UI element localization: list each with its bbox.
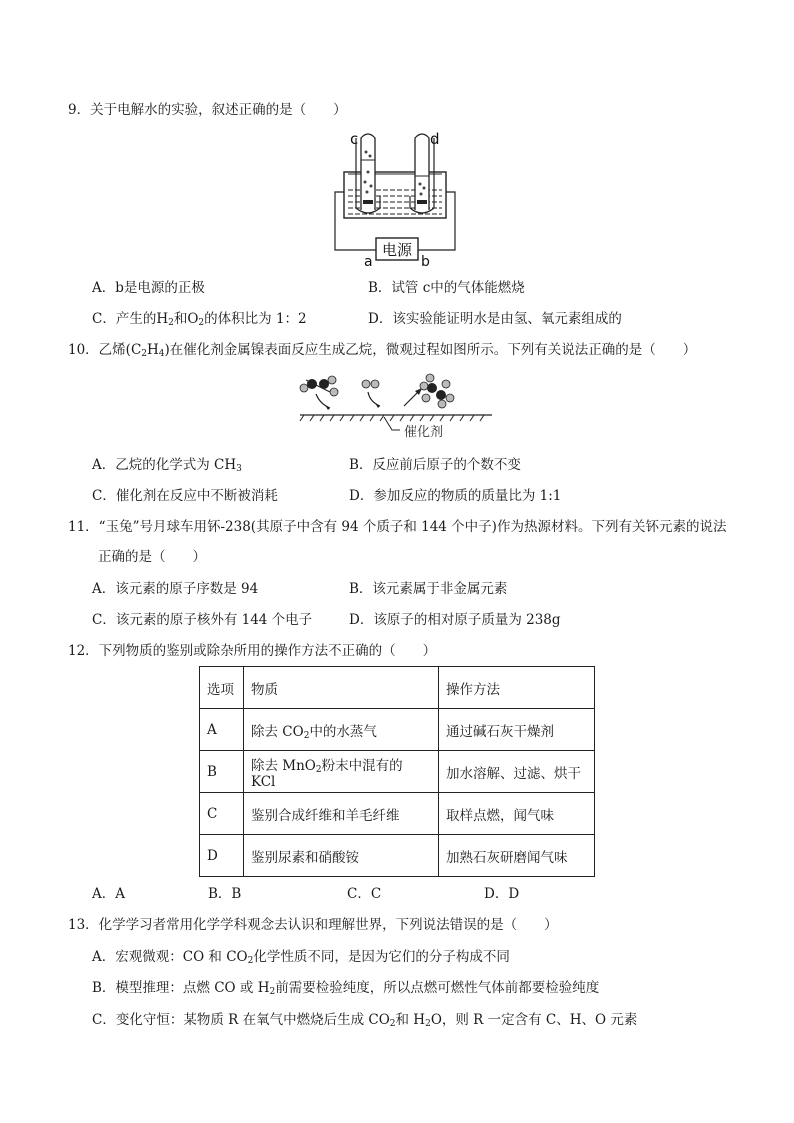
q13-stem: 13．化学学习者常用化学学科观念去认识和理解世界，下列说法错误的是（ ）	[68, 917, 558, 933]
q13-option-c-post: O，则 R 一定含有 C、H、O 元素	[430, 1012, 638, 1028]
table-header-cell: 选项	[200, 667, 244, 709]
q9-power-label: 电源	[381, 241, 413, 259]
q9-option-d: D．该实验能证明水是由氢、氧元素组成的	[368, 311, 622, 327]
table-cell-method: 加熟石灰研磨闻气味	[439, 835, 595, 877]
table-cell-substance	[244, 793, 439, 835]
q9-label-c: c	[350, 130, 359, 148]
q9-electrolysis-figure	[330, 126, 460, 266]
cell-text: 中的水蒸气	[309, 723, 377, 740]
table-row	[200, 793, 595, 835]
table-row	[200, 751, 595, 793]
q10-option-d: D．参加反应的物质的质量比为 1:1	[349, 488, 562, 504]
q13-option-b-post: 前需要检验纯度，所以点燃可燃性气体前都要检验纯度	[275, 980, 600, 996]
q12-option-c: C．C	[347, 886, 382, 902]
q13-option-a-pre: A．宏观微观：CO 和 CO	[92, 949, 248, 965]
q11-option-c: C．该元素的原子核外有 144 个电子	[92, 612, 313, 628]
q13-option-b-sub: 2	[269, 987, 276, 997]
q9-option-c-pre: C．产生的H	[92, 311, 169, 327]
q9-option-c	[92, 310, 307, 328]
table-cell-method: 取样点燃，闻气味	[439, 793, 595, 835]
q9-option-c-sub2: 2	[198, 318, 205, 328]
q11-stem-line2: 正确的是（ ）	[98, 549, 206, 565]
q12-table	[199, 666, 595, 877]
table-header-row	[200, 667, 595, 709]
q9-option-c-post: 的体积比为 1：2	[204, 311, 307, 327]
q13-option-a-sub: 2	[247, 956, 254, 966]
ethane-molecule	[420, 374, 454, 408]
q10-option-a-sub: 3	[236, 464, 242, 474]
q9-label-b: b	[421, 254, 430, 266]
q11-option-b: B．该元素属于非金属元素	[349, 581, 508, 597]
q9-label-d: d	[430, 130, 440, 148]
table-cell-option: D	[200, 835, 244, 877]
hydrogen-molecule	[362, 380, 379, 388]
q10-catalyst-label: 催化剂	[404, 425, 444, 440]
q10-stem	[68, 341, 696, 359]
q9-option-c-sub1: 2	[168, 318, 174, 328]
q11-option-a: A．该元素的原子序数是 94	[92, 581, 259, 597]
table-cell-substance	[244, 751, 439, 793]
q10-option-c: C．催化剂在反应中不断被消耗	[92, 488, 278, 504]
q9-label-a: a	[364, 254, 373, 266]
q9-option-c-mid: 和O	[173, 311, 199, 327]
q12-option-d: D．D	[484, 886, 520, 902]
q10-stem-post: )在催化剂金属镍表面反应生成乙烷，微观过程如图所示。下列有关说法正确的是（ ）	[164, 342, 697, 358]
table-cell-method: 加水溶解、过滤、烘干	[439, 751, 595, 793]
q10-option-b: B．反应前后原子的个数不变	[349, 457, 521, 473]
q13-option-c	[92, 1011, 637, 1029]
q10-catalyst-figure	[296, 370, 496, 445]
q12-option-a: A．A	[92, 886, 125, 902]
q13-option-c-mid: 和 H	[395, 1012, 426, 1028]
q11-stem-line1: 11．“玉兔”号月球车用钚-238(其原子中含有 94 个质子和 144 个中子)作为热源材料。下列有关钚元素的说法	[68, 519, 727, 535]
table-cell-option: A	[200, 709, 244, 751]
table-cell-method: 通过碱石灰干燥剂	[439, 709, 595, 751]
cell-text: 除去 MnO	[251, 757, 316, 774]
q10-stem-mid: H	[147, 342, 159, 358]
q13-option-b	[92, 979, 599, 997]
q13-option-b-pre: B．模型推理：点燃 CO 或 H	[92, 980, 270, 996]
ethylene-molecule	[300, 376, 338, 396]
q12-stem: 12．下列物质的鉴别或除杂所用的操作方法不正确的（ ）	[68, 643, 437, 659]
q10-option-a-pre: A．乙烷的化学式为 CH	[92, 457, 237, 473]
cell-sub: 2	[303, 730, 310, 741]
cell-sub: 2	[315, 764, 322, 775]
q10-option-a	[92, 456, 242, 474]
cell-text: 粉末中混有的 KCl	[251, 757, 403, 790]
q10-stem-sub2: 4	[158, 349, 165, 359]
table-cell-substance	[244, 709, 439, 751]
q12-option-b: B．B	[208, 886, 242, 902]
table-cell-option: B	[200, 751, 244, 793]
q11-option-d: D．该原子的相对原子质量为 238g	[349, 612, 561, 628]
q10-stem-pre: 10．乙烯(C	[68, 342, 142, 358]
cell-text: 鉴别合成纤维和羊毛纤维	[251, 807, 400, 824]
q9-option-a: A．b是电源的正极	[92, 280, 205, 296]
table-cell-substance	[244, 835, 439, 877]
q13-option-c-sub1: 2	[389, 1019, 396, 1029]
q9-stem: 9．关于电解水的实验，叙述正确的是（ ）	[68, 102, 347, 118]
table-row	[200, 709, 595, 751]
q13-option-a-post: 化学性质不同，是因为它们的分子构成不同	[253, 949, 510, 965]
q10-stem-sub1: 2	[141, 349, 148, 359]
cell-text: 鉴别尿素和硝酸铵	[251, 849, 359, 866]
table-cell-option: C	[200, 793, 244, 835]
q9-option-b: B．试管 c中的气体能燃烧	[368, 280, 525, 296]
cell-text: 除去 CO	[251, 723, 304, 740]
q13-option-c-pre: C．变化守恒：某物质 R 在氧气中燃烧后生成 CO	[92, 1012, 390, 1028]
table-header-cell: 物质	[244, 667, 439, 709]
q13-option-c-sub2: 2	[425, 1019, 431, 1029]
table-row	[200, 835, 595, 877]
table-header-cell: 操作方法	[439, 667, 595, 709]
q13-option-a	[92, 948, 510, 966]
